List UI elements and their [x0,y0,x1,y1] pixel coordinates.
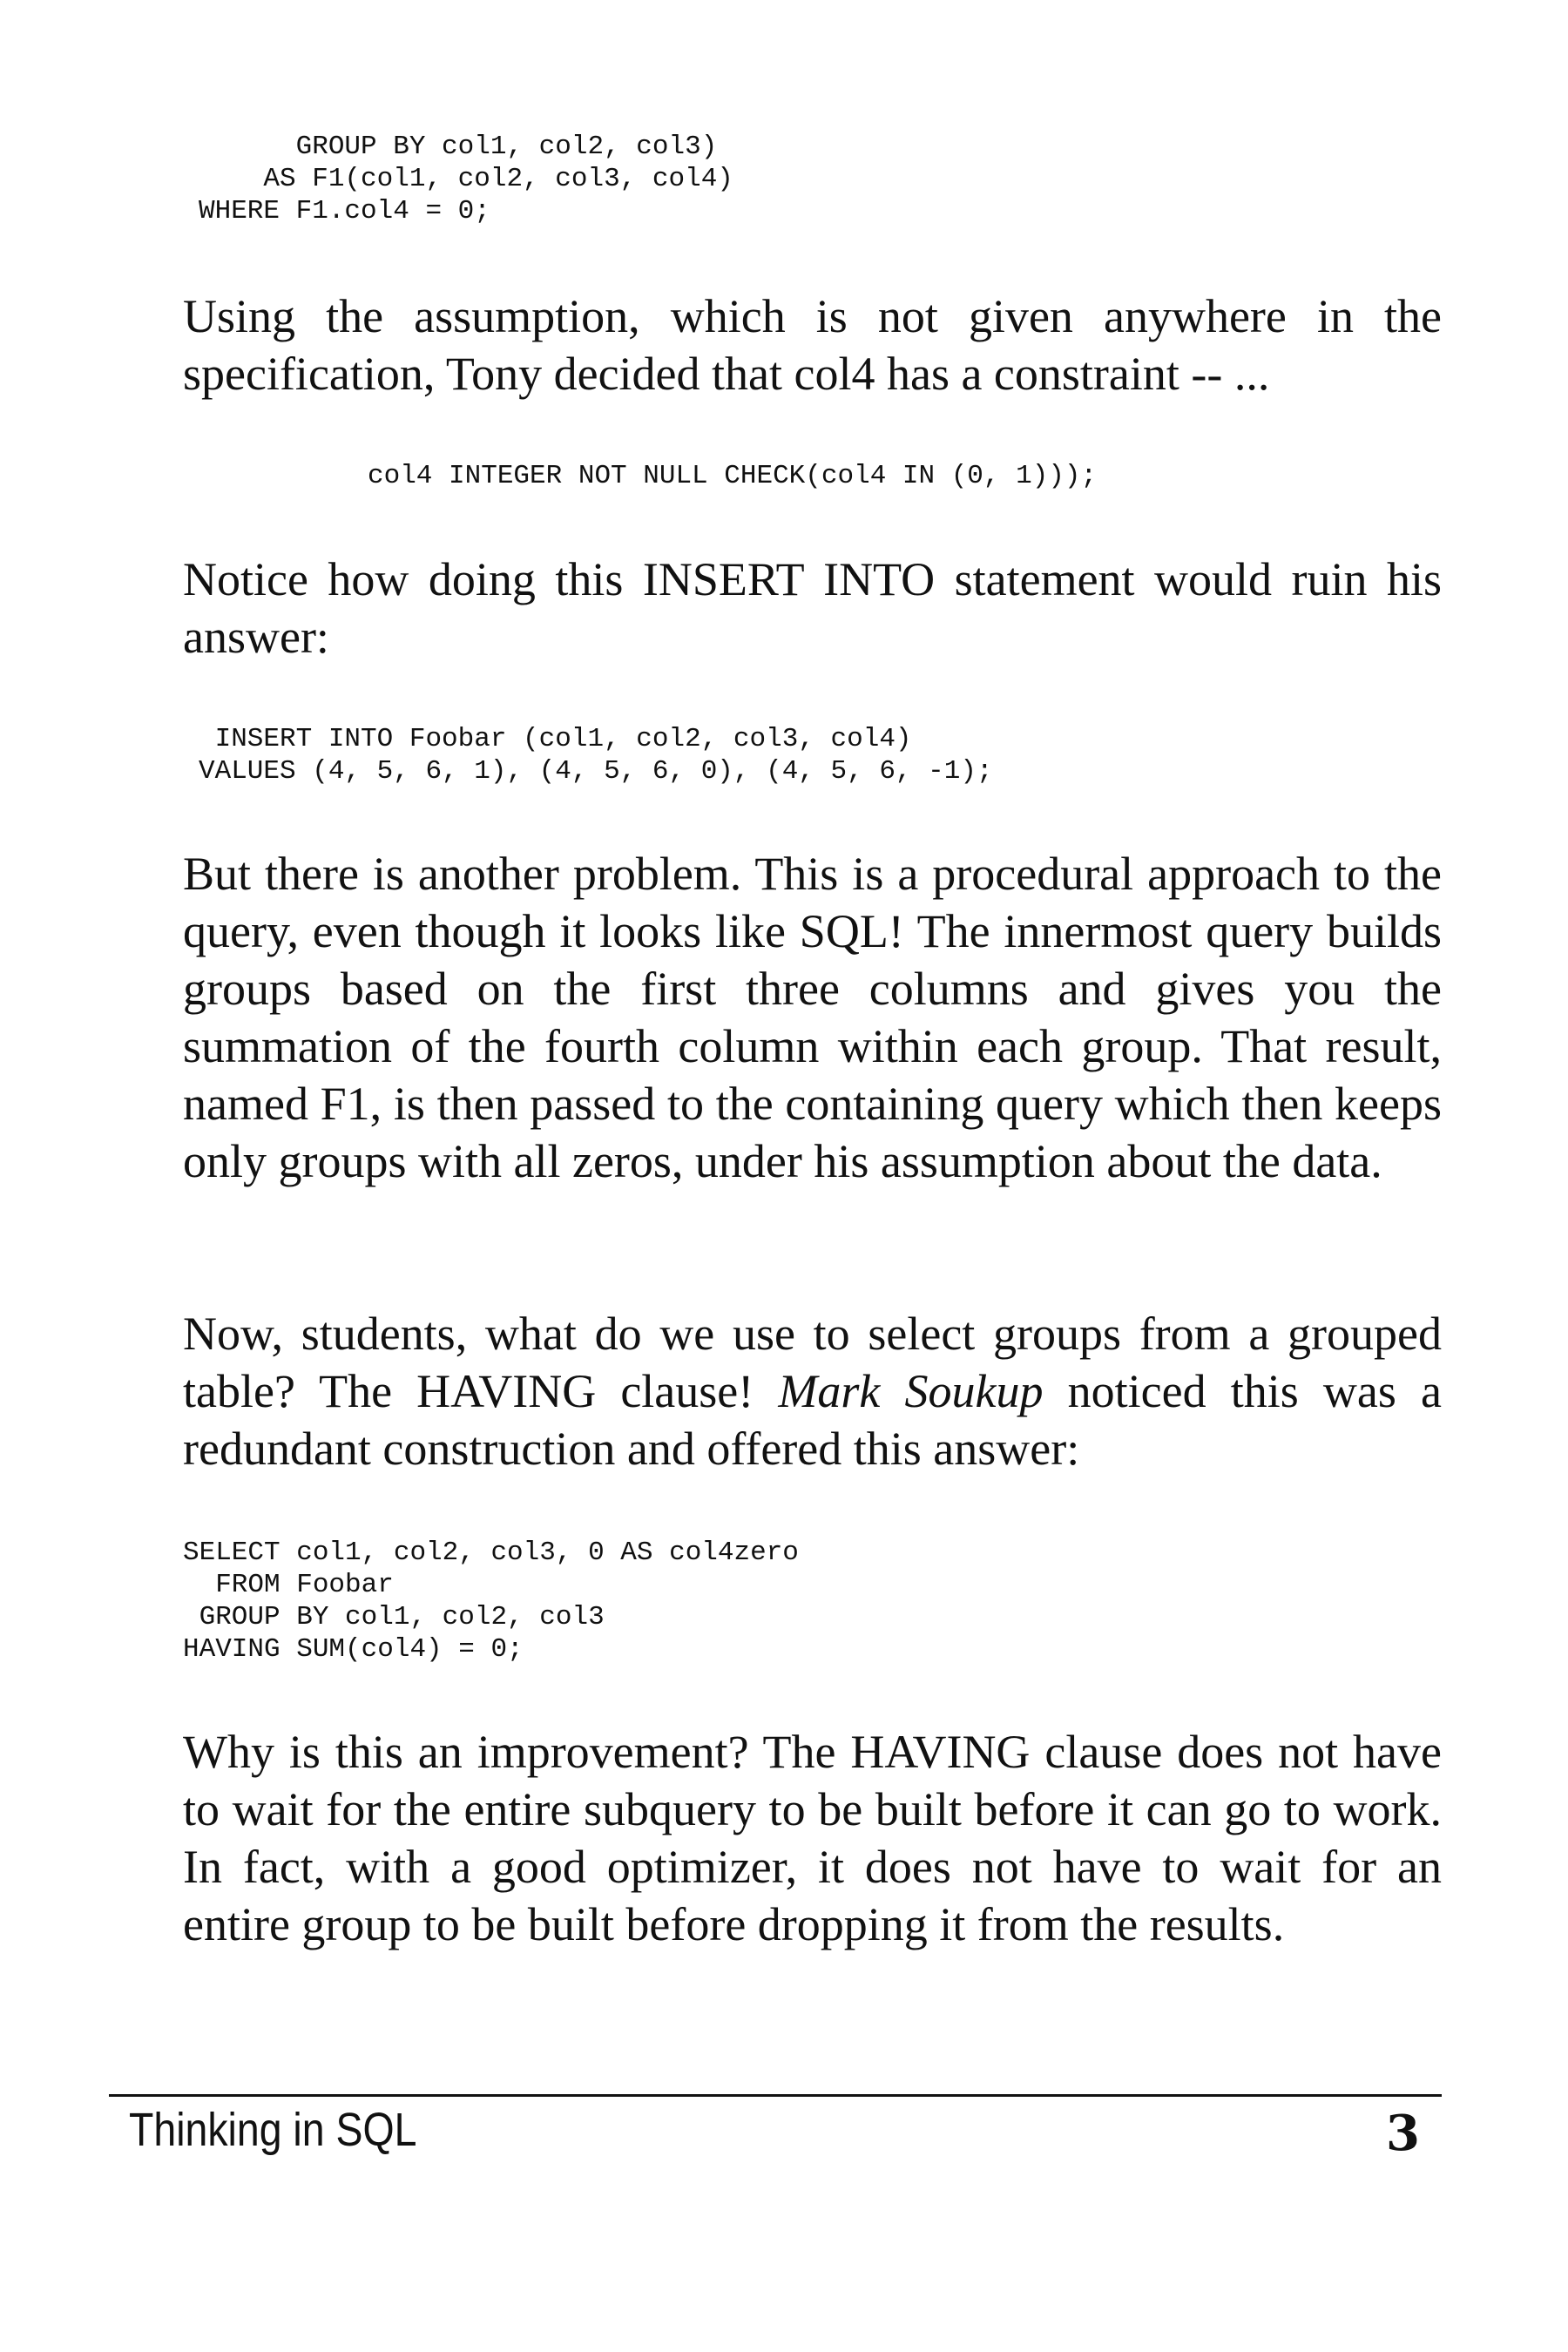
code-line: col4 INTEGER NOT NULL CHECK(col4 IN (0, 1))); [368,461,1098,491]
paragraph-improvement: Why is this an improvement? The HAVING clause does not have to wait for the entire subquery to be built before it can go to work. In fact, with a good optimizer, it does not have to wait for an entire group to be built before dropping it from the results. [183,1726,1442,1950]
code-block-insert [199,723,993,787]
code-line: GROUP BY col1, col2, col3) [199,132,718,162]
code-block-group-by [199,131,733,227]
footer-rule [109,2094,1442,2097]
code-line: VALUES (4, 5, 6, 1), (4, 5, 6, 0), (4, 5, 6, -1); [199,756,993,787]
paragraph-having-clause [183,1305,1442,1477]
footer-book-title: Thinking in SQL [129,2104,417,2156]
code-line: GROUP BY col1, col2, col3 [183,1602,605,1632]
author-name: Mark Soukup [778,1365,1044,1417]
code-block-having [183,1537,799,1666]
code-line: WHERE F1.col4 = 0; [199,196,490,226]
code-line: HAVING SUM(col4) = 0; [183,1634,524,1665]
paragraph-assumption: Using the assumption, which is not given anywhere in the specification, Tony decided that col4 has a constraint -- ... [183,290,1442,400]
paragraph-insert-notice: Notice how doing this INSERT INTO statement would ruin his answer: [183,553,1442,663]
code-line: AS F1(col1, col2, col3, col4) [199,164,733,194]
code-line: FROM Foobar [183,1570,394,1600]
code-line: INSERT INTO Foobar (col1, col2, col3, col4) [199,724,912,754]
paragraph-procedural-problem: But there is another problem. This is a procedural approach to the query, even though it looks like SQL! The innermost query builds groups based on the first three columns and gives you the summation of the fourth column within each group. That result, named F1, is then passed to the containing query which then keeps only groups with all zeros, under his assumption about the data. [183,848,1442,1187]
page-number: 3 [1386,2105,1420,2162]
code-line: SELECT col1, col2, col3, 0 AS col4zero [183,1538,799,1568]
paragraph-text: noticed this was a redundant construction and offered this answer: [183,1365,1443,1475]
paragraph-text: Now, students, what do we use to select groups from a grouped table? The HAVING clause! [183,1308,1442,1417]
code-block-constraint [368,460,1097,492]
